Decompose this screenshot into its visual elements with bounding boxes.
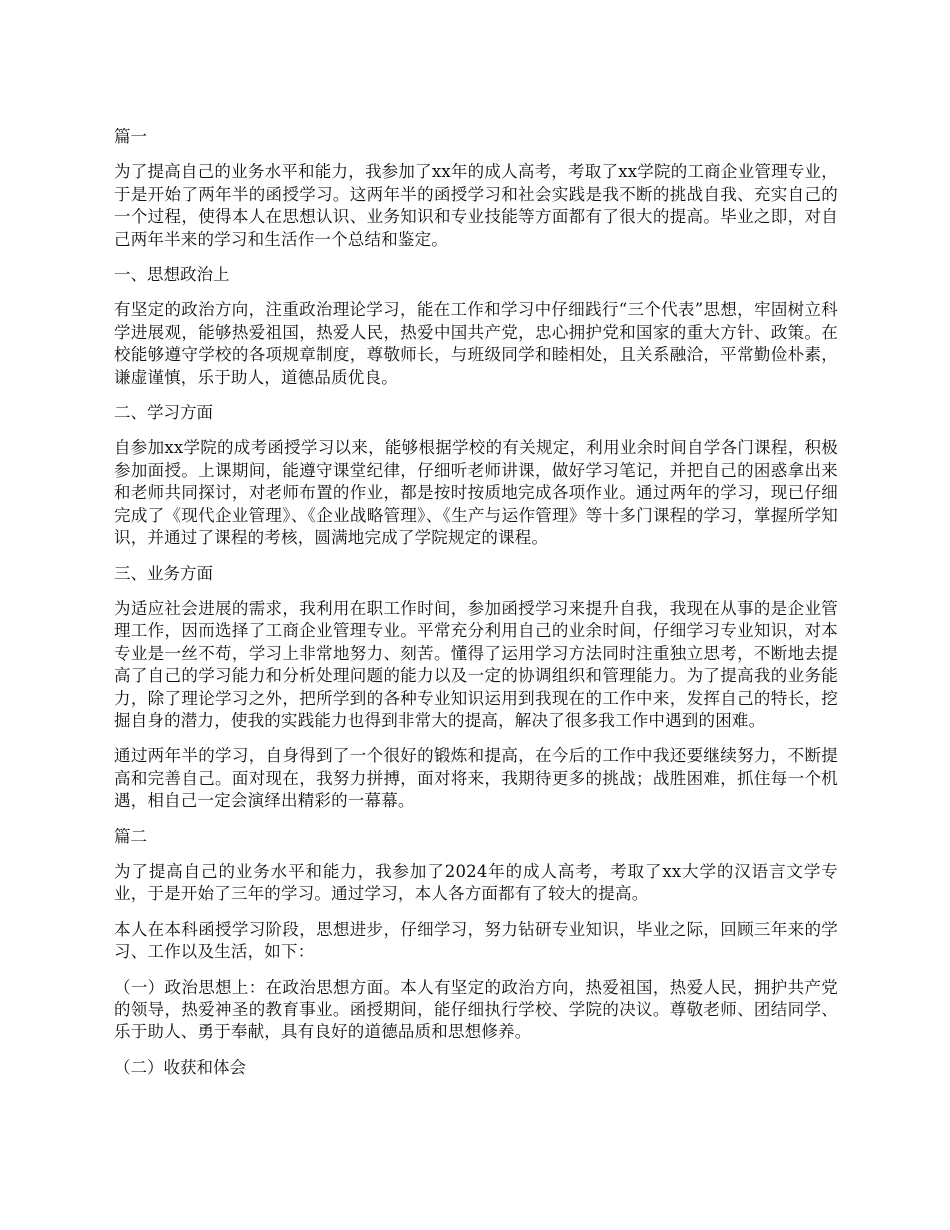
section-heading-gains: （二）收获和体会	[114, 1057, 246, 1077]
document-page	[114, 126, 838, 1092]
section-heading-part-2: 篇二	[114, 826, 147, 846]
section-heading-business: 三、业务方面	[114, 563, 213, 583]
paragraph-review: 本人在本科函授学习阶段，思想进步，仔细学习，努力钻研专业知识，毕业之际，回顾三年来的学习、工作以及生活，如下：	[114, 919, 838, 962]
paragraph-intro-part-2: 为了提高自己的业务水平和能力，我参加了2024年的成人高考，考取了xx大学的汉语言文学专业，于是开始了三年的学习。通过学习，本人各方面都有了较大的提高。	[114, 861, 838, 904]
paragraph-conclusion-part-1: 通过两年半的学习，自身得到了一个很好的锻炼和提高，在今后的工作中我还要继续努力，不断提高和完善自己。面对现在，我努力拼搏，面对将来，我期待更多的挑战；战胜困难，抓住每一个机遇，相自己一定会演绎出精彩的一幕幕。	[114, 746, 838, 811]
paragraph-business: 为适应社会进展的需求，我利用在职工作时间，参加函授学习来提升自我，我现在从事的是企业管理工作，因而选择了工商企业管理专业。平常充分利用自己的业余时间，仔细学习专业知识，对本专业是一丝不苟，学习上非常地努力、刻苦。懂得了运用学习方法同时注重独立思考，不断地去提高了自己的学习能力和分析处理问题的能力以及一定的协调组织和管理能力。为了提高我的业务能力，除了理论学习之外，把所学到的各种专业知识运用到我现在的工作中来，发挥自己的特长，挖掘自身的潜力，使我的实践能力也得到非常大的提高，解决了很多我工作中遇到的困难。	[114, 598, 838, 730]
paragraph-politics: 有坚定的政治方向，注重政治理论学习，能在工作和学习中仔细践行“三个代表”思想，牢固树立科学进展观，能够热爱祖国，热爱人民，热爱中国共产党，忠心拥护党和国家的重大方针、政策。在校能够遵守学校的各项规章制度，尊敬师长，与班级同学和睦相处，且关系融洽，平常勤俭朴素，谦虚谨慎，乐于助人，道德品质优良。	[114, 300, 838, 387]
section-heading-part-1: 篇一	[114, 127, 147, 146]
paragraph-intro-part-1: 为了提高自己的业务水平和能力，我参加了xx年的成人高考，考取了xx学院的工商企业管理专业，于是开始了两年半的函授学习。这两年半的函授学习和社会实践是我不断的挑战自我、充实自己的一个过程，使得本人在思想认识、业务知识和专业技能等方面都有了很大的提高。毕业之即，对自己两年半来的学习和生活作一个总结和鉴定。	[114, 162, 838, 249]
section-heading-study: 二、学习方面	[114, 403, 213, 423]
section-heading-politics: 一、思想政治上	[114, 265, 230, 285]
paragraph-political-thought: （一）政治思想上：在政治思想方面。本人有坚定的政治方向，热爱祖国，热爱人民，拥护共产党的领导，热爱神圣的教育事业。函授期间，能仔细执行学校、学院的决议。尊敬老师、团结同学、乐于助人、勇于奉献，具有良好的道德品质和思想修养。	[114, 977, 838, 1042]
paragraph-study: 自参加xx学院的成考函授学习以来，能够根据学校的有关规定，利用业余时间自学各门课程，积极参加面授。上课期间，能遵守课堂纪律，仔细听老师讲课，做好学习笔记，并把自己的困惑拿出来和老师共同探讨，对老师布置的作业，都是按时按质地完成各项作业。通过两年的学习，现已仔细完成了《现代企业管理》、《企业战略管理》、《生产与运作管理》等十多门课程的学习，掌握所学知识，并通过了课程的考核，圆满地完成了学院规定的课程。	[114, 438, 838, 548]
